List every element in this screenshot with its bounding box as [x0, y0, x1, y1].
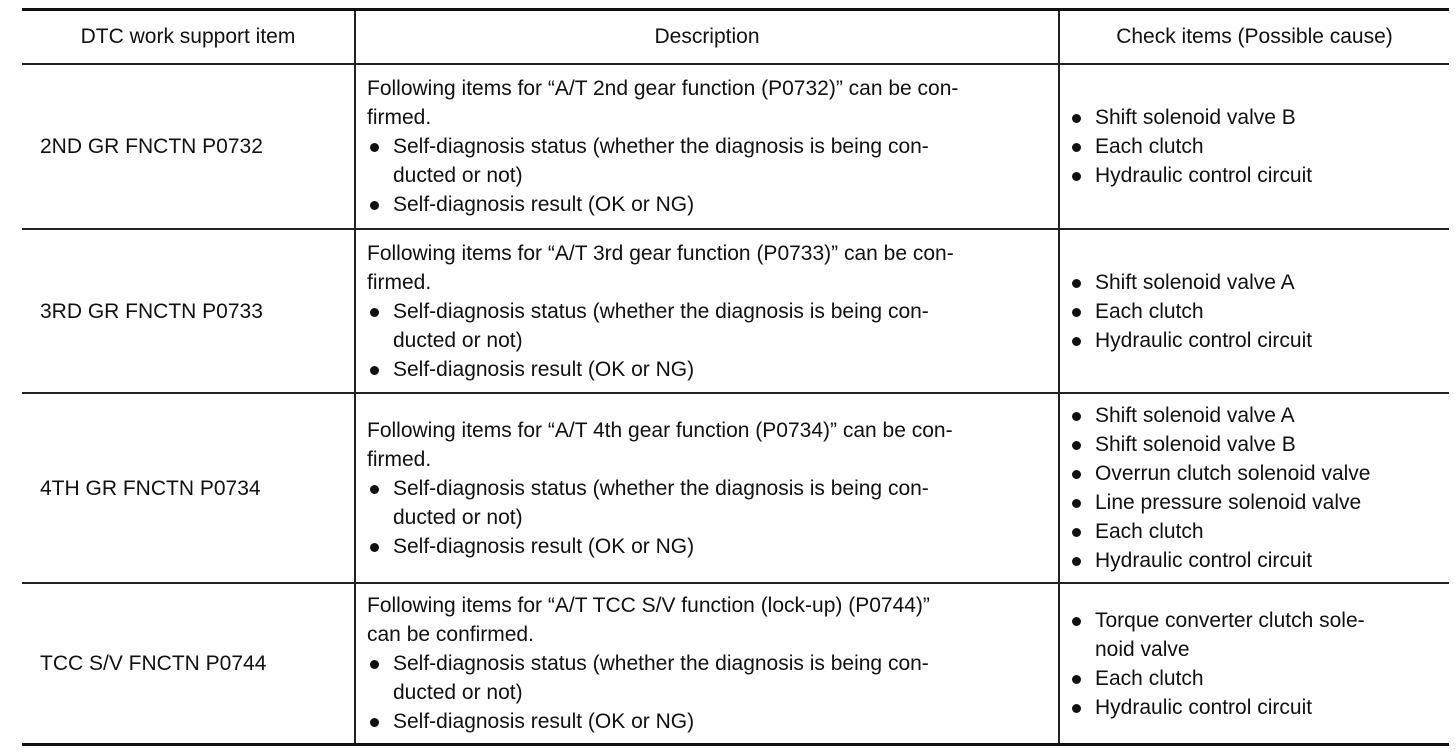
- description-bullet: Self-diagnosis result (OK or NG): [367, 355, 954, 384]
- check-item: Overrun clutch solenoid valve: [1069, 459, 1370, 488]
- table-row: [22, 584, 1449, 743]
- description-intro: Following items for “A/T 3rd gear function (P0733)” can be con- firmed.: [367, 241, 954, 294]
- check-items-cell: [1060, 584, 1449, 743]
- check-item: Torque converter clutch sole- noid valve: [1069, 606, 1365, 664]
- check-items-cell: [1060, 65, 1449, 228]
- dtc-work-support-table: [22, 8, 1449, 746]
- description-bullet: Self-diagnosis result (OK or NG): [367, 532, 953, 561]
- description-bullet: Self-diagnosis status (whether the diagnosis is being con- ducted or not): [367, 474, 953, 532]
- check-item: Hydraulic control circuit: [1069, 326, 1312, 355]
- description-intro: Following items for “A/T TCC S/V function (lock-up) (P0744)” can be confirmed.: [367, 594, 930, 646]
- table-row: [22, 394, 1449, 584]
- header-dtc-work-support-item: DTC work support item: [22, 11, 356, 63]
- check-item: Hydraulic control circuit: [1069, 693, 1365, 722]
- dtc-item-cell: 3RD GR FNCTN P0733: [22, 230, 356, 392]
- table-header-row: [22, 11, 1449, 65]
- check-items-cell: [1060, 230, 1449, 392]
- description-bullet: Self-diagnosis result (OK or NG): [367, 190, 958, 219]
- check-item: Each clutch: [1069, 297, 1312, 326]
- description-bullet: Self-diagnosis status (whether the diagnosis is being con- ducted or not): [367, 649, 930, 707]
- check-item: Hydraulic control circuit: [1069, 546, 1370, 575]
- description-bullet: Self-diagnosis result (OK or NG): [367, 707, 930, 736]
- check-item: Shift solenoid valve A: [1069, 268, 1312, 297]
- description-cell: [356, 584, 1060, 743]
- dtc-item-cell: 4TH GR FNCTN P0734: [22, 394, 356, 582]
- header-description: Description: [356, 11, 1060, 63]
- description-bullet: Self-diagnosis status (whether the diagnosis is being con- ducted or not): [367, 132, 958, 190]
- check-item: Shift solenoid valve B: [1069, 430, 1370, 459]
- dtc-item-cell: TCC S/V FNCTN P0744: [22, 584, 356, 743]
- check-item: Line pressure solenoid valve: [1069, 488, 1370, 517]
- check-items-cell: [1060, 394, 1449, 582]
- description-cell: [356, 394, 1060, 582]
- check-item: Each clutch: [1069, 517, 1370, 546]
- dtc-item-cell: 2ND GR FNCTN P0732: [22, 65, 356, 228]
- check-item: Each clutch: [1069, 132, 1312, 161]
- description-cell: [356, 230, 1060, 392]
- description-bullet: Self-diagnosis status (whether the diagnosis is being con- ducted or not): [367, 297, 954, 355]
- check-item: Each clutch: [1069, 664, 1365, 693]
- check-item: Shift solenoid valve A: [1069, 401, 1370, 430]
- description-cell: [356, 65, 1060, 228]
- table-row: [22, 65, 1449, 230]
- description-intro: Following items for “A/T 4th gear function (P0734)” can be con- firmed.: [367, 418, 953, 471]
- check-item: Shift solenoid valve B: [1069, 103, 1312, 132]
- description-intro: Following items for “A/T 2nd gear function (P0732)” can be con- firmed.: [367, 77, 959, 129]
- check-item: Hydraulic control circuit: [1069, 161, 1312, 190]
- table-row: [22, 230, 1449, 394]
- header-check-items: Check items (Possible cause): [1116, 25, 1393, 48]
